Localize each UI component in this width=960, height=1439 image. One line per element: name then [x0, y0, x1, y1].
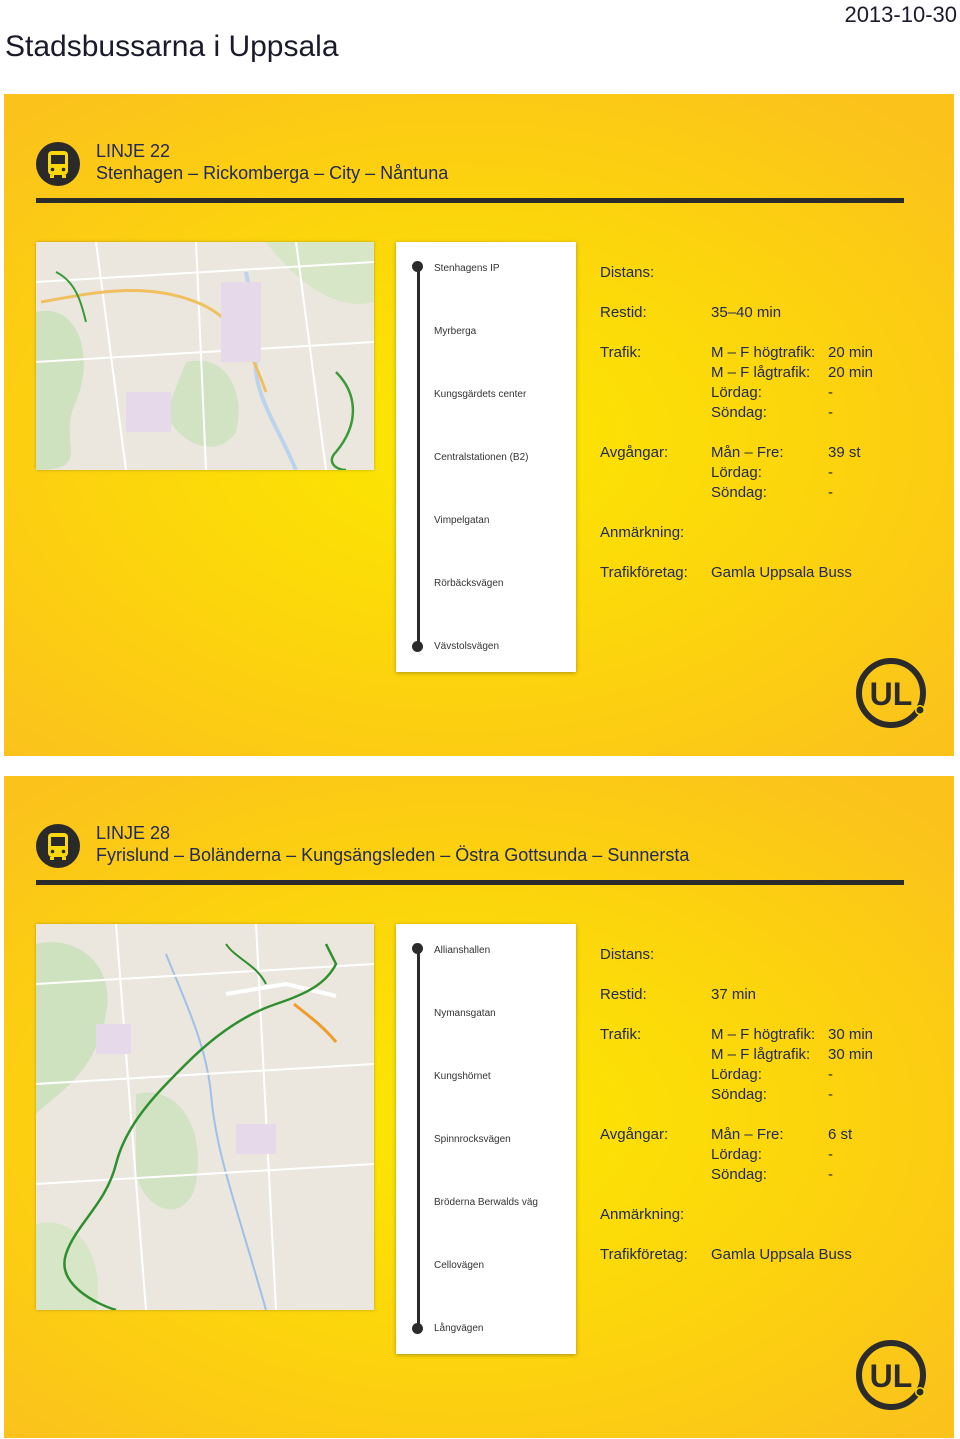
- route-line: [417, 948, 420, 1328]
- avgangar-key: Lördag:: [711, 464, 762, 481]
- trafik-key: M – F lågtrafik:: [711, 1046, 811, 1063]
- avgangar-key: Söndag:: [711, 1166, 767, 1183]
- trafik-value: 20 min: [828, 364, 874, 381]
- stop-item: Långvägen: [434, 1323, 484, 1334]
- anmarkning-label: Anmärkning:: [600, 1206, 685, 1223]
- line-number: LINJE 22: [96, 141, 171, 161]
- stop-item: Nymansgatan: [434, 1008, 496, 1019]
- route-map: [36, 924, 374, 1310]
- bus-icon: [36, 824, 80, 868]
- distans-label: Distans:: [600, 264, 655, 281]
- line-number: LINJE 28: [96, 823, 171, 843]
- avgangar-value: 6 st: [828, 1126, 853, 1143]
- document-date: 2013-10-30: [844, 2, 957, 27]
- trafik-key: M – F högtrafik:: [711, 344, 816, 361]
- avgangar-value: -: [828, 1166, 833, 1183]
- stop-item: Stenhagens IP: [434, 263, 500, 274]
- route-end-dot: [412, 1323, 423, 1334]
- document-title: Stadsbussarna i Uppsala: [5, 30, 339, 63]
- avgangar-value: -: [828, 464, 833, 481]
- line-header: [96, 822, 689, 866]
- avgangar-label: Avgångar:: [600, 444, 669, 461]
- avgangar-key: Söndag:: [711, 484, 767, 501]
- ul-logo: [854, 1338, 928, 1412]
- logo-text: UL: [869, 676, 913, 712]
- trafik-value: 30 min: [828, 1026, 874, 1043]
- stop-item: Myrberga: [434, 326, 477, 337]
- stop-item: Bröderna Berwalds väg: [434, 1197, 538, 1208]
- line-route: Fyrislund – Boländerna – Kungsängsleden – Östra Gottsunda – Sunnersta: [96, 845, 690, 865]
- restid-value: 35–40 min: [711, 304, 782, 321]
- line-route: Stenhagen – Rickomberga – City – Nåntuna: [96, 163, 449, 183]
- line-header: [96, 140, 448, 184]
- route-map: [36, 242, 374, 470]
- route-line: [417, 266, 420, 646]
- avgangar-value: 39 st: [828, 444, 861, 461]
- stop-item: Centralstationen (B2): [434, 452, 529, 463]
- trafik-value: 20 min: [828, 344, 874, 361]
- trafik-label: Trafik:: [600, 344, 642, 361]
- trafik-key: M – F högtrafik:: [711, 1026, 816, 1043]
- stop-item: Vävstolsvägen: [434, 641, 500, 652]
- route-start-dot: [412, 261, 423, 272]
- trafikforetag-value: Gamla Uppsala Buss: [711, 1246, 852, 1263]
- line-22-panel: [4, 94, 954, 756]
- bus-icon: [36, 142, 80, 186]
- line-28-panel: [4, 776, 954, 1438]
- stop-item: Spinnrocksvägen: [434, 1134, 511, 1145]
- route-start-dot: [412, 943, 423, 954]
- route-end-dot: [412, 641, 423, 652]
- stop-item: Allianshallen: [434, 945, 491, 956]
- divider: [36, 198, 904, 203]
- logo-text: UL: [869, 1358, 913, 1394]
- stop-item: Vimpelgatan: [434, 515, 490, 526]
- trafik-key: Lördag:: [711, 1066, 762, 1083]
- trafik-value: -: [828, 1066, 833, 1083]
- restid-label: Restid:: [600, 304, 647, 321]
- anmarkning-label: Anmärkning:: [600, 524, 685, 541]
- trafik-key: Söndag:: [711, 404, 767, 421]
- trafik-value: 30 min: [828, 1046, 874, 1063]
- trafik-value: -: [828, 384, 833, 401]
- stop-item: Kungshörnet: [434, 1071, 491, 1082]
- restid-value: 37 min: [711, 986, 757, 1003]
- distans-label: Distans:: [600, 946, 655, 963]
- stop-list: [396, 242, 576, 672]
- trafikforetag-label: Trafikföretag:: [600, 564, 688, 581]
- trafik-label: Trafik:: [600, 1026, 642, 1043]
- divider: [36, 880, 904, 885]
- trafik-key: Söndag:: [711, 1086, 767, 1103]
- stop-item: Cellovägen: [434, 1260, 485, 1271]
- avgangar-key: Lördag:: [711, 1146, 762, 1163]
- stop-item: Kungsgärdets center: [434, 389, 527, 400]
- ul-logo: [854, 656, 928, 730]
- trafikforetag-value: Gamla Uppsala Buss: [711, 564, 852, 581]
- avgangar-value: -: [828, 1146, 833, 1163]
- trafikforetag-label: Trafikföretag:: [600, 1246, 688, 1263]
- avgangar-value: -: [828, 484, 833, 501]
- trafik-key: M – F lågtrafik:: [711, 364, 811, 381]
- trafik-key: Lördag:: [711, 384, 762, 401]
- stop-item: Rörbäcksvägen: [434, 578, 504, 589]
- avgangar-key: Mån – Fre:: [711, 1126, 784, 1143]
- stop-list: [396, 924, 576, 1354]
- avgangar-label: Avgångar:: [600, 1126, 669, 1143]
- avgangar-key: Mån – Fre:: [711, 444, 784, 461]
- trafik-value: -: [828, 404, 833, 421]
- restid-label: Restid:: [600, 986, 647, 1003]
- trafik-value: -: [828, 1086, 833, 1103]
